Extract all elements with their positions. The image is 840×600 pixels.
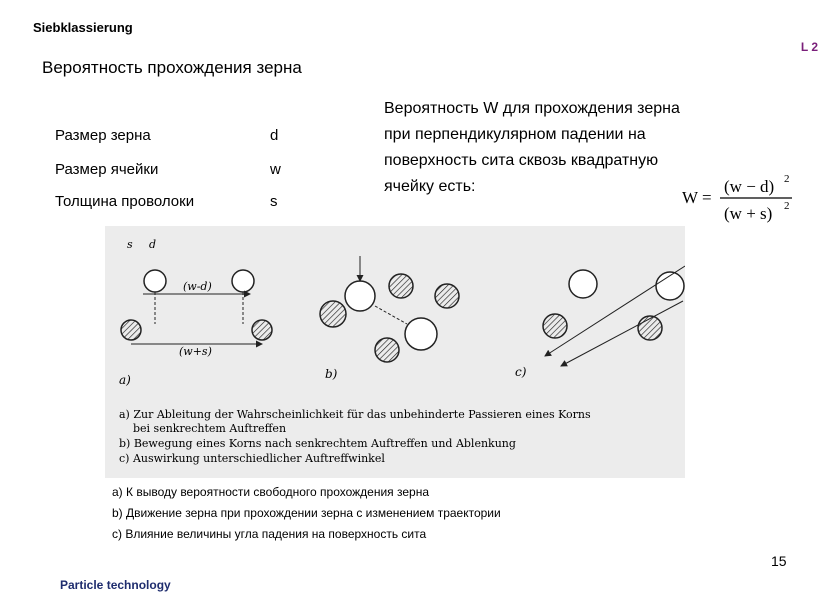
wire-b-1 bbox=[320, 301, 346, 327]
wire-2 bbox=[252, 320, 272, 340]
grain-1 bbox=[144, 270, 166, 292]
slide-code: L 2 bbox=[800, 40, 818, 54]
param-symbol-s: s bbox=[270, 193, 278, 210]
param-name-grain-size: Размер зерна bbox=[55, 127, 151, 144]
german-caption-line-2: bei senkrechtem Auftreffen bbox=[119, 422, 287, 435]
wire-1 bbox=[121, 320, 141, 340]
probability-description: Вероятность W для прохождения зерна при перпендикулярном падении на поверхность сита сквозь квадратную ячейку есть: bbox=[384, 100, 680, 195]
deflect-path bbox=[375, 306, 407, 324]
panel-c bbox=[515, 266, 685, 379]
param-name-mesh-size: Размер ячейки bbox=[55, 161, 159, 178]
slide-title: Вероятность прохождения зерна bbox=[42, 58, 302, 77]
german-caption-line-4: c) Auswirkung unterschiedlicher Auftreffwinkel bbox=[119, 452, 385, 465]
label-s: s bbox=[127, 238, 133, 251]
label-wd: (w-d) bbox=[183, 280, 212, 293]
label-c: c) bbox=[515, 365, 527, 379]
formula-numerator-exponent: 2 bbox=[784, 173, 790, 185]
sieve-diagram-figure bbox=[105, 226, 685, 478]
caption-b: b) Движение зерна при прохождении зерна с изменением траектории bbox=[112, 506, 501, 520]
label-a: a) bbox=[119, 373, 131, 387]
wire-b-3 bbox=[375, 338, 399, 362]
panel-a bbox=[119, 238, 272, 387]
label-ws: (w+s) bbox=[179, 345, 212, 358]
grain-c-1 bbox=[569, 270, 597, 298]
panel-b bbox=[320, 256, 459, 381]
wire-c-1 bbox=[543, 314, 567, 338]
wire-c-2 bbox=[638, 316, 662, 340]
german-caption-line-1: a) Zur Ableitung der Wahrscheinlichkeit für das unbehinderte Passieren eines Korns bbox=[119, 408, 591, 421]
label-b: b) bbox=[325, 367, 338, 381]
german-caption bbox=[119, 408, 591, 465]
wire-b-2 bbox=[389, 274, 413, 298]
wire-b-4 bbox=[435, 284, 459, 308]
param-name-wire-thickness: Толщина проволоки bbox=[55, 193, 195, 210]
probability-formula bbox=[680, 166, 800, 226]
grain-2 bbox=[232, 270, 254, 292]
param-symbol-d: d bbox=[270, 127, 279, 144]
caption-a: а) К выводу вероятности свободного прохождения зерна bbox=[112, 485, 430, 499]
german-caption-line-3: b) Bewegung eines Korns nach senkrechtem Auftreffen und Ablenkung bbox=[119, 437, 516, 450]
formula-denominator: (w + s) bbox=[724, 204, 773, 223]
formula-denominator-exponent: 2 bbox=[784, 200, 790, 212]
grain-b-deflected bbox=[405, 318, 437, 350]
formula-numerator: (w − d) bbox=[724, 177, 775, 196]
grain-b-top bbox=[345, 281, 375, 311]
page-number: 15 bbox=[771, 553, 787, 569]
label-d: d bbox=[149, 238, 157, 251]
section-title: Siebklassierung bbox=[33, 20, 133, 35]
formula-lhs: W = bbox=[682, 188, 712, 207]
sieve-diagram bbox=[105, 226, 685, 478]
footer-label: Particle technology bbox=[60, 578, 171, 592]
param-symbol-w: w bbox=[270, 161, 281, 178]
caption-c: с) Влияние величины угла падения на поверхность сита bbox=[112, 527, 427, 541]
